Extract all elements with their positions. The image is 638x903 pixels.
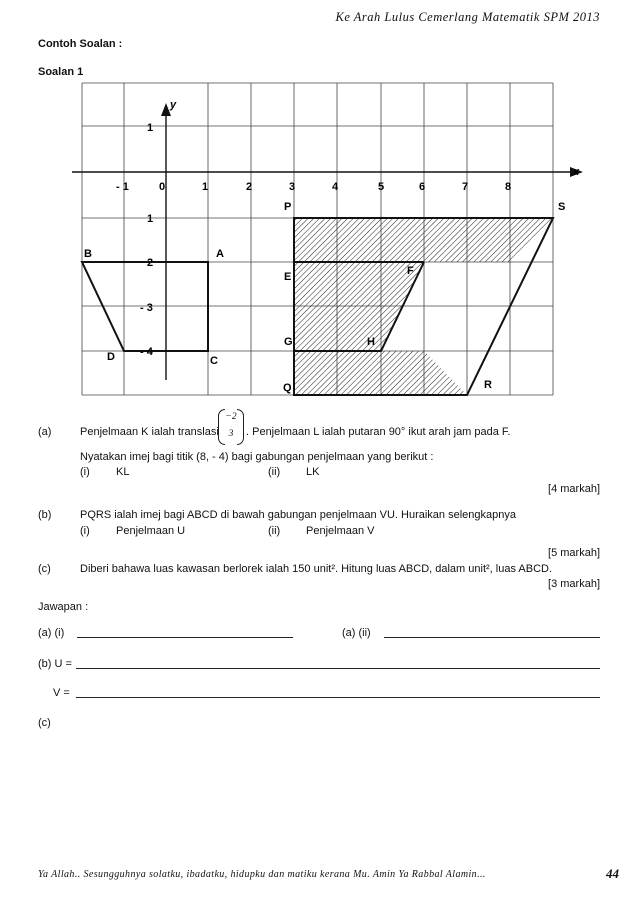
part-a-sub-ii: LK xyxy=(306,466,320,478)
part-a-marks: [4 markah] xyxy=(548,483,600,495)
y-tick-label: 2 xyxy=(147,257,154,269)
vertex-label-f: F xyxy=(407,265,414,277)
y-tick-label: - 4 xyxy=(140,346,153,358)
graph xyxy=(0,0,638,410)
part-a-sub-i: KL xyxy=(116,466,130,478)
answer-b-v-label: V = xyxy=(53,687,70,699)
x-tick-label: - 1 xyxy=(116,181,129,193)
x-tick-label: 5 xyxy=(378,181,385,193)
y-tick-label: 1 xyxy=(147,213,154,225)
answer-c-label: (c) xyxy=(38,717,51,729)
part-b-label: (b) xyxy=(38,509,52,521)
header-title: Ke Arah Lulus Cemerlang Matematik SPM 2013 xyxy=(335,10,600,24)
y-tick-label: - 3 xyxy=(140,302,153,314)
answer-b-u-label: (b) U = xyxy=(38,658,72,670)
answer-title: Jawapan : xyxy=(38,601,89,613)
part-b-sub-i: Penjelmaan U xyxy=(116,525,186,537)
x-tick-label: 7 xyxy=(462,181,469,193)
part-b-sub-ii: Penjelmaan V xyxy=(306,525,375,537)
shaded-region xyxy=(294,218,553,395)
x-axis-label: x xyxy=(573,166,580,178)
x-tick-label: 6 xyxy=(419,181,426,193)
part-c-label: (c) xyxy=(38,563,51,575)
part-a-text: Penjelmaan K ialah translasi xyxy=(80,426,219,438)
x-tick-label: 1 xyxy=(202,181,209,193)
x-tick-labels xyxy=(116,181,511,193)
answer-a-i-label: (a) (i) xyxy=(38,627,65,639)
part-c-marks: [3 markah] xyxy=(548,578,600,590)
translation-vector xyxy=(218,409,244,445)
x-tick-label: 0 xyxy=(159,181,166,193)
vertex-label-a: A xyxy=(216,248,224,260)
vertex-label-h: H xyxy=(367,336,375,348)
y-tick-labels xyxy=(140,122,154,358)
vector-top: −2 xyxy=(225,412,237,422)
footer-text: Ya Allah.. Sesungguhnya solatku, ibadatku, hidupku dan matiku kerana Mu. Amin Ya Rabbal Alamin... xyxy=(38,869,486,880)
y-tick-label: 1 xyxy=(147,122,154,134)
vertex-label-g: G xyxy=(284,336,293,348)
part-b-text: PQRS ialah imej bagi ABCD di bawah gabungan penjelmaan VU. Huraikan selengkapnya xyxy=(80,509,516,521)
vertex-label-b: B xyxy=(84,248,92,260)
question-number: Soalan 1 xyxy=(38,66,84,78)
part-a-sub-ii-label: (ii) xyxy=(268,466,281,478)
x-tick-label: 2 xyxy=(246,181,253,193)
answer-a-ii-label: (a) (ii) xyxy=(342,627,371,639)
x-tick-label: 8 xyxy=(505,181,512,193)
part-a-sub-i-label: (i) xyxy=(80,466,90,478)
answer-b-v-line[interactable] xyxy=(76,697,600,698)
answer-a-ii-line[interactable] xyxy=(384,637,600,638)
vector-bottom: 3 xyxy=(228,429,234,439)
x-tick-label: 3 xyxy=(289,181,296,193)
part-c-text: Diberi bahawa luas kawasan berlorek ialah 150 unit². Hitung luas ABCD, dalam unit², luas ABCD. xyxy=(80,563,553,575)
answer-a-i-line[interactable] xyxy=(77,637,293,638)
part-b-marks: [5 markah] xyxy=(548,547,600,559)
section-title: Contoh Soalan : xyxy=(38,38,123,50)
y-axis-label: y xyxy=(170,99,177,111)
part-a-instruction: Nyatakan imej bagi titik (8, - 4) bagi gabungan penjelmaan yang berikut : xyxy=(80,451,434,463)
page-number: 44 xyxy=(606,866,619,881)
part-b-sub-ii-label: (ii) xyxy=(268,525,281,537)
vertex-label-q: Q xyxy=(283,382,292,394)
vertex-label-s: S xyxy=(558,201,566,213)
part-a-text-rotation: . Penjelmaan L ialah putaran 90° ikut arah jam pada F. xyxy=(246,426,511,438)
vertex-label-e: E xyxy=(284,271,292,283)
vertex-label-p: P xyxy=(284,201,292,213)
vertex-label-c: C xyxy=(210,355,218,367)
part-a-label: (a) xyxy=(38,426,52,438)
x-tick-label: 4 xyxy=(332,181,339,193)
vertex-label-d: D xyxy=(107,351,115,363)
part-b-sub-i-label: (i) xyxy=(80,525,90,537)
vertex-label-r: R xyxy=(484,379,492,391)
answer-b-u-line[interactable] xyxy=(76,668,600,669)
